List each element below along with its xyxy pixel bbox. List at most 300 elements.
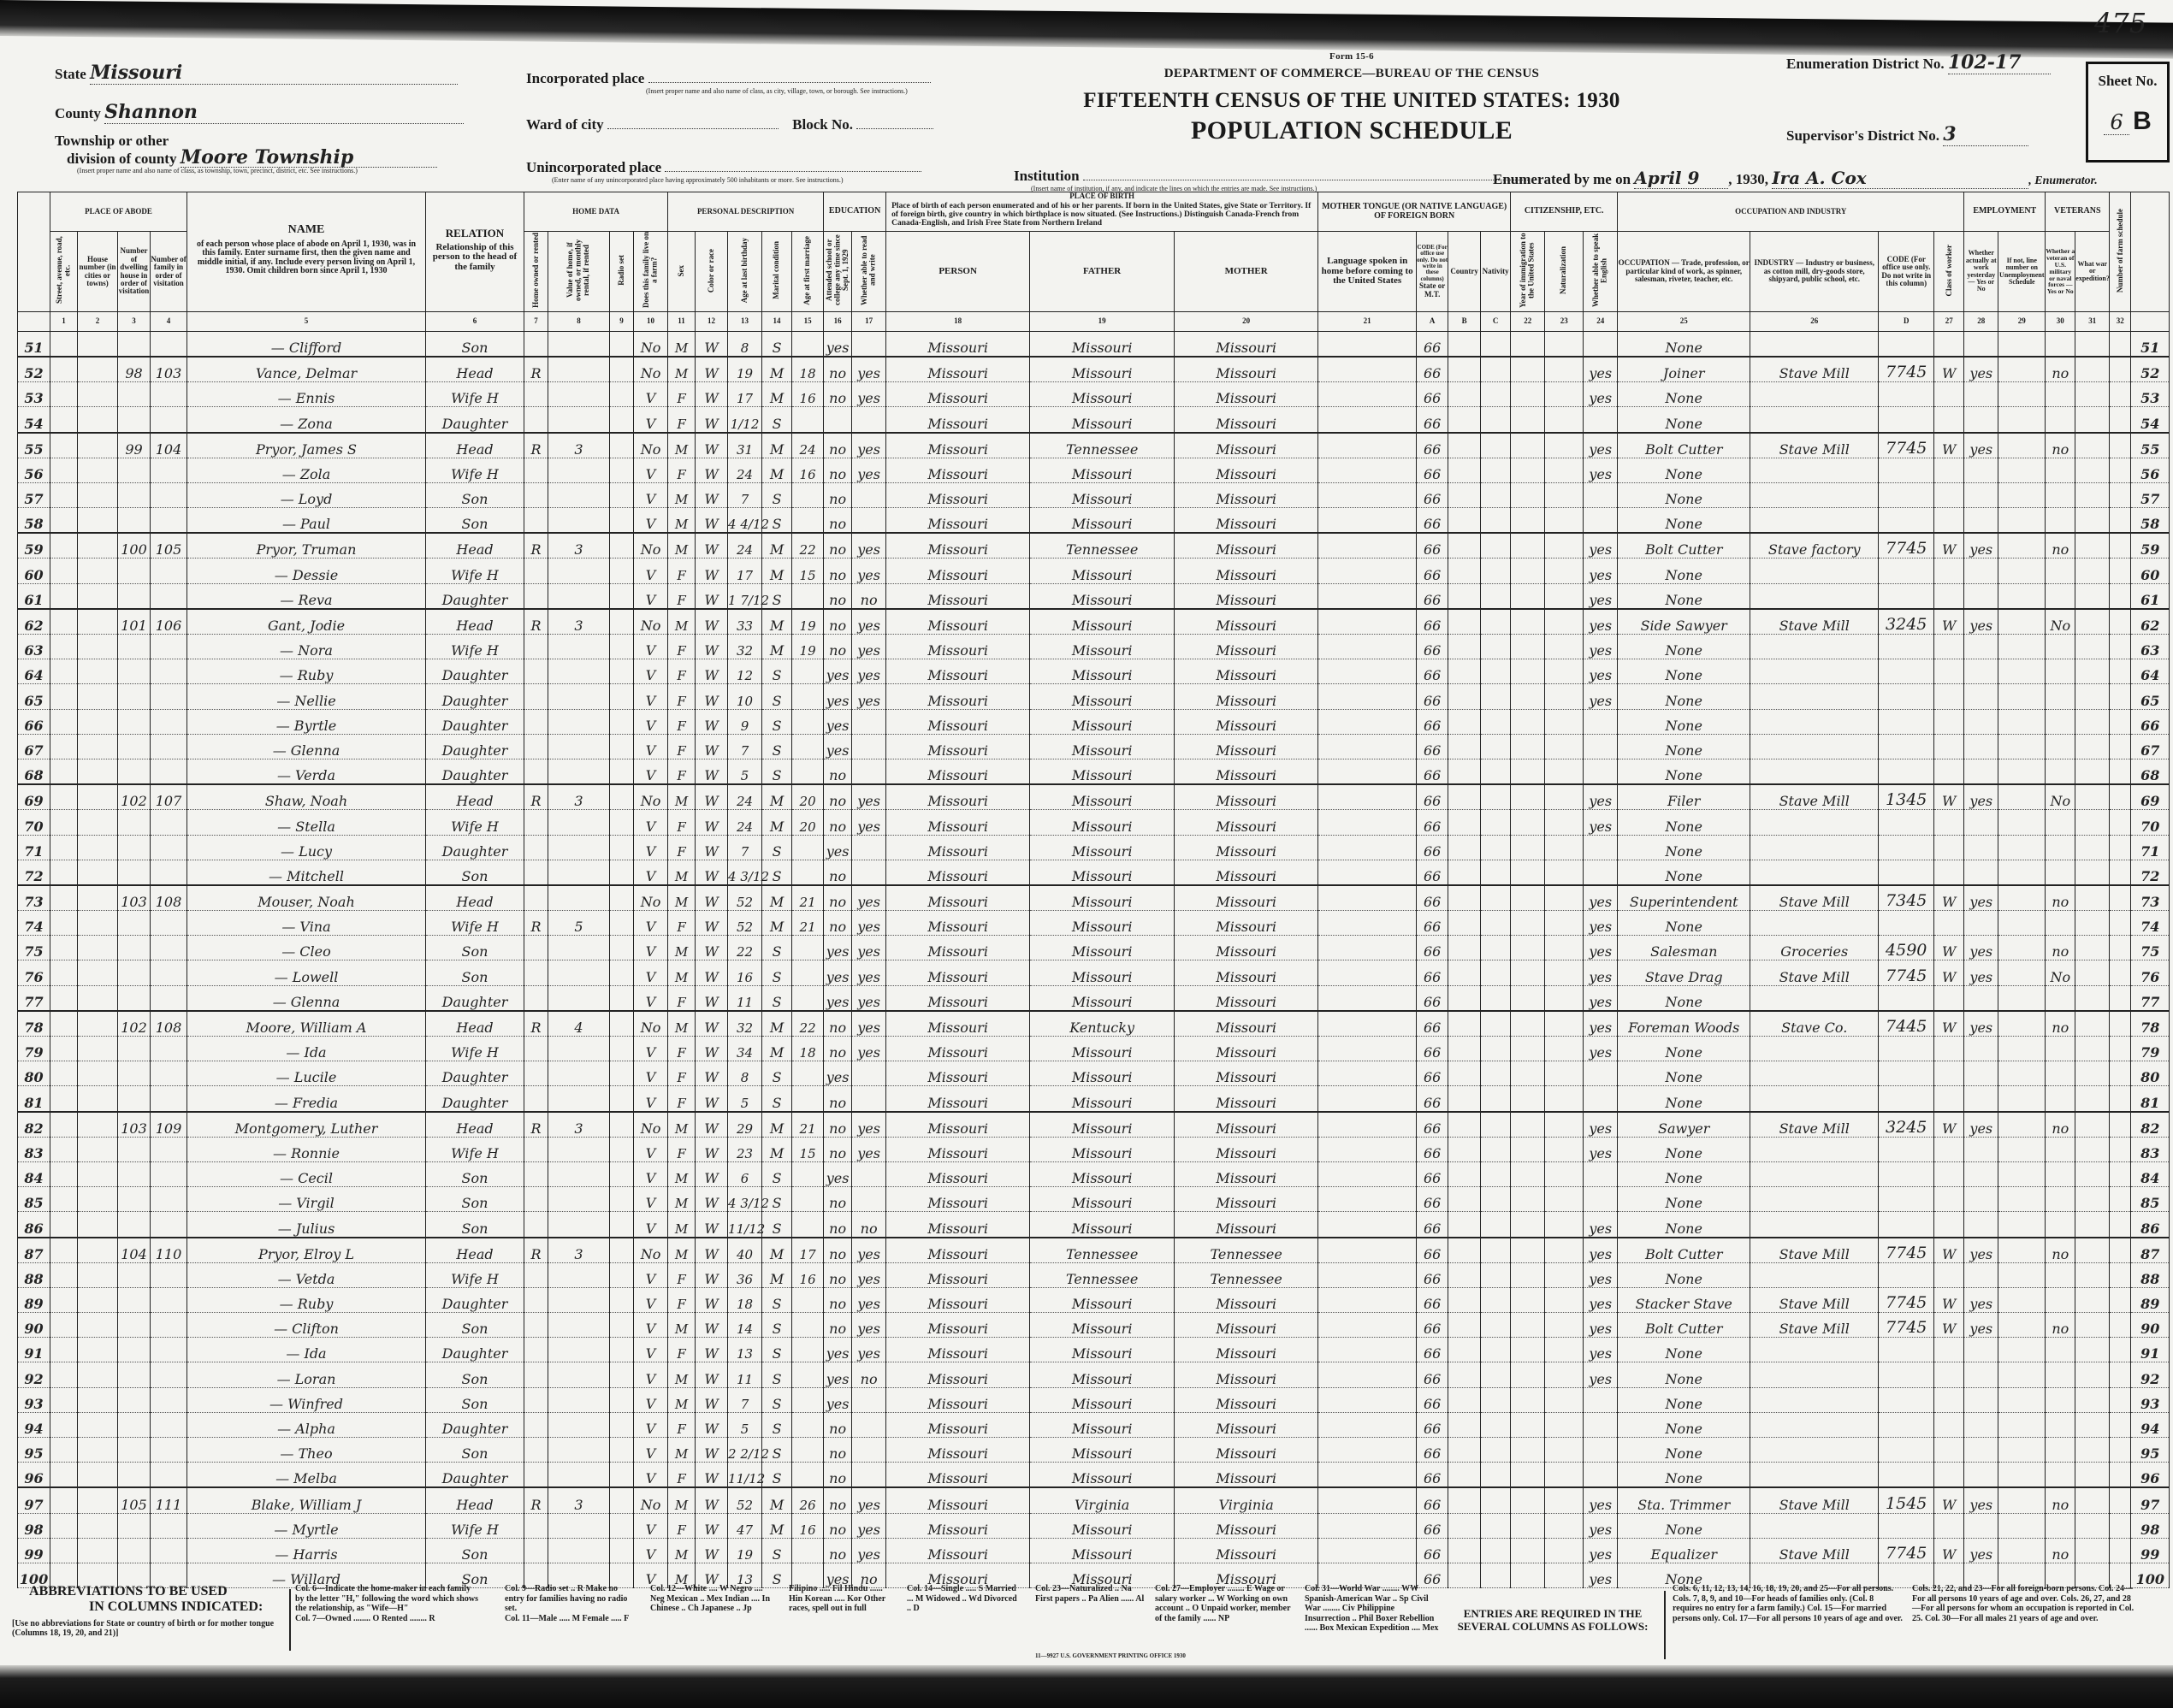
marital-cell: S: [762, 1086, 792, 1112]
industry-cell: [1750, 482, 1879, 507]
family-number-cell: [151, 635, 187, 659]
right-line-col-number: [2131, 311, 2170, 331]
birthplace-person-cell: Missouri: [886, 635, 1030, 659]
industry-cell: [1750, 331, 1879, 357]
code-country-cell: [1448, 1212, 1481, 1238]
at-work-cell: [1964, 1137, 1998, 1161]
line-number-cell: 63: [18, 635, 50, 659]
industry-cell: [1750, 810, 1879, 835]
occupation-code-cell: [1879, 1338, 1934, 1362]
owned-rented-cell: R: [524, 911, 548, 936]
veteran-cell: no: [2046, 885, 2075, 911]
read-write-cell: [852, 1463, 886, 1488]
col12b-note: Filipino ..... Fil Hindu ...... Hin Korean ..... Kor Other races, spell out in full: [789, 1584, 886, 1613]
speaks-english-cell: yes: [1584, 533, 1618, 558]
sex-cell: F: [668, 684, 696, 709]
table-row: [18, 1212, 2170, 1238]
county-value: Shannon: [104, 101, 464, 124]
owned-rented-cell: [524, 482, 548, 507]
read-write-cell: [852, 482, 886, 507]
code-nativity-cell: [1481, 810, 1511, 835]
place-of-abode-header: PLACE OF ABODE: [50, 192, 187, 232]
farm-schedule-cell: [2110, 1513, 2131, 1538]
naturalization-cell: [1545, 482, 1584, 507]
right-line-number-cell: 99: [2131, 1538, 2170, 1563]
industry-cell: [1750, 1037, 1879, 1061]
birthplace-mother-cell: Missouri: [1175, 1287, 1318, 1312]
code-state-cell: 66: [1417, 433, 1448, 458]
at-work-cell: yes: [1964, 885, 1998, 911]
table-row: [18, 659, 2170, 684]
occupation-code-cell: [1879, 558, 1934, 583]
relation-cell: Son: [426, 1212, 524, 1238]
table-row: [18, 684, 2170, 709]
unemployment-line-cell: [1998, 1037, 2046, 1061]
veteran-cell: [2046, 911, 2075, 936]
farm-schedule-cell: [2110, 1061, 2131, 1086]
relation-cell: Son: [426, 508, 524, 534]
relation-cell: Son: [426, 960, 524, 985]
class-of-worker-cell: [1934, 985, 1964, 1011]
line-number-cell: 92: [18, 1362, 50, 1387]
street-cell: [50, 709, 78, 734]
street-cell: [50, 1287, 78, 1312]
birthplace-mother-cell: Missouri: [1175, 1037, 1318, 1061]
war-cell: [2075, 985, 2110, 1011]
age-at-marriage-cell: 17: [792, 1238, 824, 1263]
immigration-year-cell: [1511, 1061, 1545, 1086]
code-country-cell: [1448, 1487, 1481, 1513]
birthplace-person-cell: Missouri: [886, 1061, 1030, 1086]
home-value-cell: 5: [548, 911, 610, 936]
birthplace-mother-cell: Missouri: [1175, 1563, 1318, 1587]
read-write-cell: no: [852, 1563, 886, 1587]
street-cell: [50, 1161, 78, 1186]
read-write-cell: [852, 1412, 886, 1437]
dwelling-number-cell: [118, 331, 151, 357]
owned-rented-cell: [524, 1387, 548, 1412]
relation-cell: Daughter: [426, 659, 524, 684]
home-value-cell: [548, 1287, 610, 1312]
column-number: 25: [1618, 311, 1750, 331]
sex-cell: F: [668, 407, 696, 433]
code-state-cell: 66: [1417, 357, 1448, 382]
naturalization-cell: [1545, 810, 1584, 835]
code-nativity-cell: [1481, 1513, 1511, 1538]
war-cell: [2075, 1011, 2110, 1037]
family-number-cell: [151, 1212, 187, 1238]
farm-cell: V: [634, 1161, 668, 1186]
right-line-number-cell: 51: [2131, 331, 2170, 357]
veteran-cell: [2046, 331, 2075, 357]
speaks-english-cell: [1584, 1086, 1618, 1112]
home-value-cell: [548, 1362, 610, 1387]
farm-cell: V: [634, 1262, 668, 1287]
age-at-marriage-cell: [792, 1212, 824, 1238]
occupation-code-cell: [1879, 635, 1934, 659]
school-cell: yes: [824, 1061, 852, 1086]
naturalization-cell: [1545, 533, 1584, 558]
age-at-marriage-cell: [792, 1463, 824, 1488]
age-at-marriage-cell: 21: [792, 911, 824, 936]
war-cell: [2075, 433, 2110, 458]
right-line-number-cell: 89: [2131, 1287, 2170, 1312]
col-birth-father-header: FATHER: [1030, 232, 1175, 311]
code-nativity-cell: [1481, 482, 1511, 507]
occupation-code-cell: [1879, 1387, 1934, 1412]
industry-cell: Stave Mill: [1750, 1238, 1879, 1263]
farm-cell: No: [634, 885, 668, 911]
race-cell: W: [696, 1438, 728, 1463]
dwelling-number-cell: [118, 759, 151, 784]
radio-cell: [610, 1238, 634, 1263]
marital-cell: M: [762, 1262, 792, 1287]
code-country-cell: [1448, 331, 1481, 357]
veteran-cell: [2046, 1061, 2075, 1086]
radio-cell: [610, 1112, 634, 1138]
street-cell: [50, 482, 78, 507]
person-name-cell: — Cecil: [187, 1161, 426, 1186]
occupation-code-cell: [1879, 860, 1934, 885]
relation-cell: Wife H: [426, 1037, 524, 1061]
marital-cell: M: [762, 533, 792, 558]
col-family-number-header: Number of family in order of visitation: [151, 232, 187, 311]
farm-schedule-cell: [2110, 911, 2131, 936]
race-cell: W: [696, 1112, 728, 1138]
age-at-marriage-cell: [792, 331, 824, 357]
naturalization-cell: [1545, 1112, 1584, 1138]
at-work-cell: [1964, 1362, 1998, 1387]
line-number-cell: 54: [18, 407, 50, 433]
street-cell: [50, 1061, 78, 1086]
unemployment-line-cell: [1998, 810, 2046, 835]
naturalization-cell: [1545, 1438, 1584, 1463]
naturalization-cell: [1545, 1313, 1584, 1338]
farm-schedule-cell: [2110, 1387, 2131, 1412]
incorporated-place-field: [526, 70, 931, 95]
radio-cell: [610, 1338, 634, 1362]
industry-cell: [1750, 734, 1879, 759]
person-name-cell: — Virgil: [187, 1187, 426, 1212]
school-cell: no: [824, 1438, 852, 1463]
print-code: 11—9927 U.S. GOVERNMENT PRINTING OFFICE 1930: [1035, 1652, 1186, 1659]
right-line-number-cell: 84: [2131, 1161, 2170, 1186]
birthplace-mother-cell: Missouri: [1175, 458, 1318, 482]
marital-cell: S: [762, 1412, 792, 1437]
col-code-c-header: Nativity: [1481, 232, 1511, 311]
age-cell: 19: [728, 357, 762, 382]
naturalization-cell: [1545, 960, 1584, 985]
family-number-cell: [151, 407, 187, 433]
house-number-cell: [78, 784, 118, 810]
naturalization-cell: [1545, 1187, 1584, 1212]
scan-border-bottom: [0, 1665, 2173, 1708]
dwelling-number-cell: [118, 985, 151, 1011]
owned-rented-cell: [524, 985, 548, 1011]
radio-cell: [610, 759, 634, 784]
veteran-cell: [2046, 709, 2075, 734]
race-cell: W: [696, 1086, 728, 1112]
birthplace-father-cell: Missouri: [1030, 558, 1175, 583]
radio-cell: [610, 407, 634, 433]
right-line-number-cell: 75: [2131, 936, 2170, 960]
occupation-code-cell: 4590: [1879, 936, 1934, 960]
naturalization-cell: [1545, 458, 1584, 482]
birthplace-father-cell: Missouri: [1030, 860, 1175, 885]
relation-header-title: RELATION: [445, 227, 505, 240]
unemployment-line-cell: [1998, 885, 2046, 911]
table-row: [18, 734, 2170, 759]
birthplace-mother-cell: Missouri: [1175, 985, 1318, 1011]
age-cell: 29: [728, 1112, 762, 1138]
owned-rented-cell: [524, 1538, 548, 1563]
veteran-cell: no: [2046, 357, 2075, 382]
table-row: [18, 936, 2170, 960]
birthplace-father-cell: Missouri: [1030, 1387, 1175, 1412]
dwelling-number-cell: 103: [118, 885, 151, 911]
school-cell: no: [824, 357, 852, 382]
class-of-worker-cell: W: [1934, 1112, 1964, 1138]
birthplace-father-cell: Missouri: [1030, 635, 1175, 659]
naturalization-cell: [1545, 382, 1584, 407]
birthplace-father-cell: Missouri: [1030, 1412, 1175, 1437]
col-sex-header: Sex: [668, 232, 696, 311]
relation-cell: Head: [426, 1011, 524, 1037]
table-row: [18, 759, 2170, 784]
relation-cell: Son: [426, 482, 524, 507]
at-work-cell: [1964, 583, 1998, 609]
table-row: [18, 609, 2170, 635]
street-cell: [50, 659, 78, 684]
family-number-cell: [151, 835, 187, 860]
age-at-marriage-cell: [792, 860, 824, 885]
dwelling-number-cell: [118, 508, 151, 534]
occupation-code-cell: [1879, 1037, 1934, 1061]
column-number: 12: [696, 311, 728, 331]
sex-cell: M: [668, 1387, 696, 1412]
column-number: 1: [50, 311, 78, 331]
immigration-year-cell: [1511, 609, 1545, 635]
relation-header-desc: Relationship of this person to the head of the family: [432, 241, 518, 272]
street-cell: [50, 1212, 78, 1238]
relation-cell: Head: [426, 533, 524, 558]
occupation-code-cell: [1879, 482, 1934, 507]
owned-rented-cell: [524, 331, 548, 357]
veteran-cell: no: [2046, 1238, 2075, 1263]
code-country-cell: [1448, 1438, 1481, 1463]
birthplace-person-cell: Missouri: [886, 1513, 1030, 1538]
age-cell: 52: [728, 885, 762, 911]
line-number-cell: 60: [18, 558, 50, 583]
right-line-number-cell: 58: [2131, 508, 2170, 534]
house-number-cell: [78, 1387, 118, 1412]
naturalization-cell: [1545, 1487, 1584, 1513]
read-write-cell: yes: [852, 1037, 886, 1061]
war-cell: [2075, 1538, 2110, 1563]
township-value: Moore Township: [181, 148, 437, 168]
marital-cell: M: [762, 1513, 792, 1538]
owned-rented-cell: [524, 1212, 548, 1238]
dwelling-number-cell: [118, 1538, 151, 1563]
farm-cell: V: [634, 1086, 668, 1112]
immigration-year-cell: [1511, 1538, 1545, 1563]
line-number-cell: 76: [18, 960, 50, 985]
birthplace-person-cell: Missouri: [886, 1362, 1030, 1387]
right-line-number-cell: 80: [2131, 1061, 2170, 1086]
birthplace-mother-cell: Missouri: [1175, 1463, 1318, 1488]
birthplace-father-cell: Missouri: [1030, 1313, 1175, 1338]
person-name-cell: Mouser, Noah: [187, 885, 426, 911]
industry-cell: [1750, 1338, 1879, 1362]
occupation-cell: None: [1618, 1086, 1750, 1112]
owned-rented-cell: [524, 759, 548, 784]
house-number-cell: [78, 635, 118, 659]
age-cell: 5: [728, 759, 762, 784]
age-cell: 52: [728, 911, 762, 936]
farm-schedule-cell: [2110, 1212, 2131, 1238]
code-state-cell: 66: [1417, 382, 1448, 407]
enumeration-district-label: Enumeration District No.: [1786, 56, 1945, 72]
sex-cell: F: [668, 985, 696, 1011]
industry-cell: [1750, 1137, 1879, 1161]
relation-cell: Wife H: [426, 382, 524, 407]
dwelling-number-cell: [118, 1061, 151, 1086]
relation-cell: Head: [426, 1238, 524, 1263]
school-cell: no: [824, 860, 852, 885]
relation-cell: Daughter: [426, 1287, 524, 1312]
house-number-cell: [78, 885, 118, 911]
col-birth-mother-header: MOTHER: [1175, 232, 1318, 311]
owned-rented-cell: [524, 684, 548, 709]
age-at-marriage-cell: 19: [792, 635, 824, 659]
farm-cell: V: [634, 407, 668, 433]
race-cell: W: [696, 759, 728, 784]
col9-note: Col. 9—Radio set .. R Make no entry for families having no radio set.: [505, 1584, 628, 1613]
farm-cell: No: [634, 1238, 668, 1263]
war-cell: [2075, 458, 2110, 482]
class-of-worker-cell: [1934, 382, 1964, 407]
industry-cell: [1750, 382, 1879, 407]
birthplace-person-cell: Missouri: [886, 1037, 1030, 1061]
farm-schedule-cell: [2110, 885, 2131, 911]
immigration-year-cell: [1511, 659, 1545, 684]
age-at-marriage-cell: 19: [792, 609, 824, 635]
house-number-cell: [78, 533, 118, 558]
birthplace-person-cell: Missouri: [886, 1262, 1030, 1287]
ward-field: [526, 116, 933, 133]
immigration-year-cell: [1511, 936, 1545, 960]
occupation-code-cell: [1879, 759, 1934, 784]
veteran-cell: No: [2046, 960, 2075, 985]
table-row: [18, 1387, 2170, 1412]
naturalization-cell: [1545, 1387, 1584, 1412]
right-line-number-cell: 68: [2131, 759, 2170, 784]
read-write-cell: yes: [852, 1112, 886, 1138]
occupation-cell: None: [1618, 1061, 1750, 1086]
house-number-cell: [78, 508, 118, 534]
birthplace-mother-cell: Tennessee: [1175, 1238, 1318, 1263]
birthplace-mother-cell: Missouri: [1175, 860, 1318, 885]
line-number-cell: 59: [18, 533, 50, 558]
birthplace-person-cell: Missouri: [886, 659, 1030, 684]
birthplace-mother-cell: Virginia: [1175, 1487, 1318, 1513]
entries-required-title: ENTRIES ARE REQUIRED IN THE SEVERAL COLUMNS AS FOLLOWS:: [1457, 1607, 1649, 1633]
occupation-cell: None: [1618, 734, 1750, 759]
industry-cell: [1750, 508, 1879, 534]
occupation-code-cell: [1879, 659, 1934, 684]
code-nativity-cell: [1481, 1313, 1511, 1338]
family-number-cell: [151, 1362, 187, 1387]
family-number-cell: [151, 1338, 187, 1362]
house-number-cell: [78, 810, 118, 835]
farm-schedule-cell: [2110, 1487, 2131, 1513]
home-value-cell: [548, 1313, 610, 1338]
school-cell: no: [824, 583, 852, 609]
race-cell: W: [696, 709, 728, 734]
race-cell: W: [696, 835, 728, 860]
state-label: State: [55, 66, 86, 82]
birthplace-father-cell: Missouri: [1030, 684, 1175, 709]
column-number: D: [1879, 311, 1934, 331]
column-number: 16: [824, 311, 852, 331]
industry-cell: Stave Mill: [1750, 357, 1879, 382]
radio-cell: [610, 1086, 634, 1112]
family-number-cell: [151, 482, 187, 507]
home-value-cell: 3: [548, 433, 610, 458]
right-line-number-cell: 93: [2131, 1387, 2170, 1412]
occupation-code-cell: [1879, 835, 1934, 860]
col-english-header: Whether able to speak English: [1584, 232, 1618, 311]
occupation-cell: None: [1618, 1212, 1750, 1238]
school-cell: no: [824, 911, 852, 936]
home-value-cell: 4: [548, 1011, 610, 1037]
industry-cell: [1750, 835, 1879, 860]
line-number-cell: 90: [18, 1313, 50, 1338]
occupation-code-cell: [1879, 1061, 1934, 1086]
birthplace-father-cell: Missouri: [1030, 1112, 1175, 1138]
farm-cell: No: [634, 433, 668, 458]
code-nativity-cell: [1481, 1187, 1511, 1212]
line-number-cell: 70: [18, 810, 50, 835]
occupation-code-cell: 7745: [1879, 1238, 1934, 1263]
war-cell: [2075, 1463, 2110, 1488]
farm-cell: V: [634, 1563, 668, 1587]
naturalization-cell: [1545, 911, 1584, 936]
owned-rented-cell: [524, 583, 548, 609]
house-number-cell: [78, 609, 118, 635]
language-cell: [1318, 635, 1417, 659]
birthplace-mother-cell: Missouri: [1175, 1513, 1318, 1538]
marital-cell: S: [762, 759, 792, 784]
age-at-marriage-cell: 18: [792, 1037, 824, 1061]
race-cell: W: [696, 609, 728, 635]
industry-cell: Stave Mill: [1750, 1313, 1879, 1338]
age-at-marriage-cell: 16: [792, 1262, 824, 1287]
code-nativity-cell: [1481, 1262, 1511, 1287]
unemployment-line-cell: [1998, 1112, 2046, 1138]
street-cell: [50, 1187, 78, 1212]
at-work-cell: [1964, 482, 1998, 507]
school-cell: yes: [824, 331, 852, 357]
school-cell: no: [824, 1287, 852, 1312]
person-name-cell: Blake, William J: [187, 1487, 426, 1513]
read-write-cell: yes: [852, 659, 886, 684]
birthplace-person-cell: Missouri: [886, 1011, 1030, 1037]
enumerated-field: [1493, 168, 2098, 189]
table-row: [18, 960, 2170, 985]
occupation-code-cell: [1879, 734, 1934, 759]
person-name-cell: — Ruby: [187, 1287, 426, 1312]
